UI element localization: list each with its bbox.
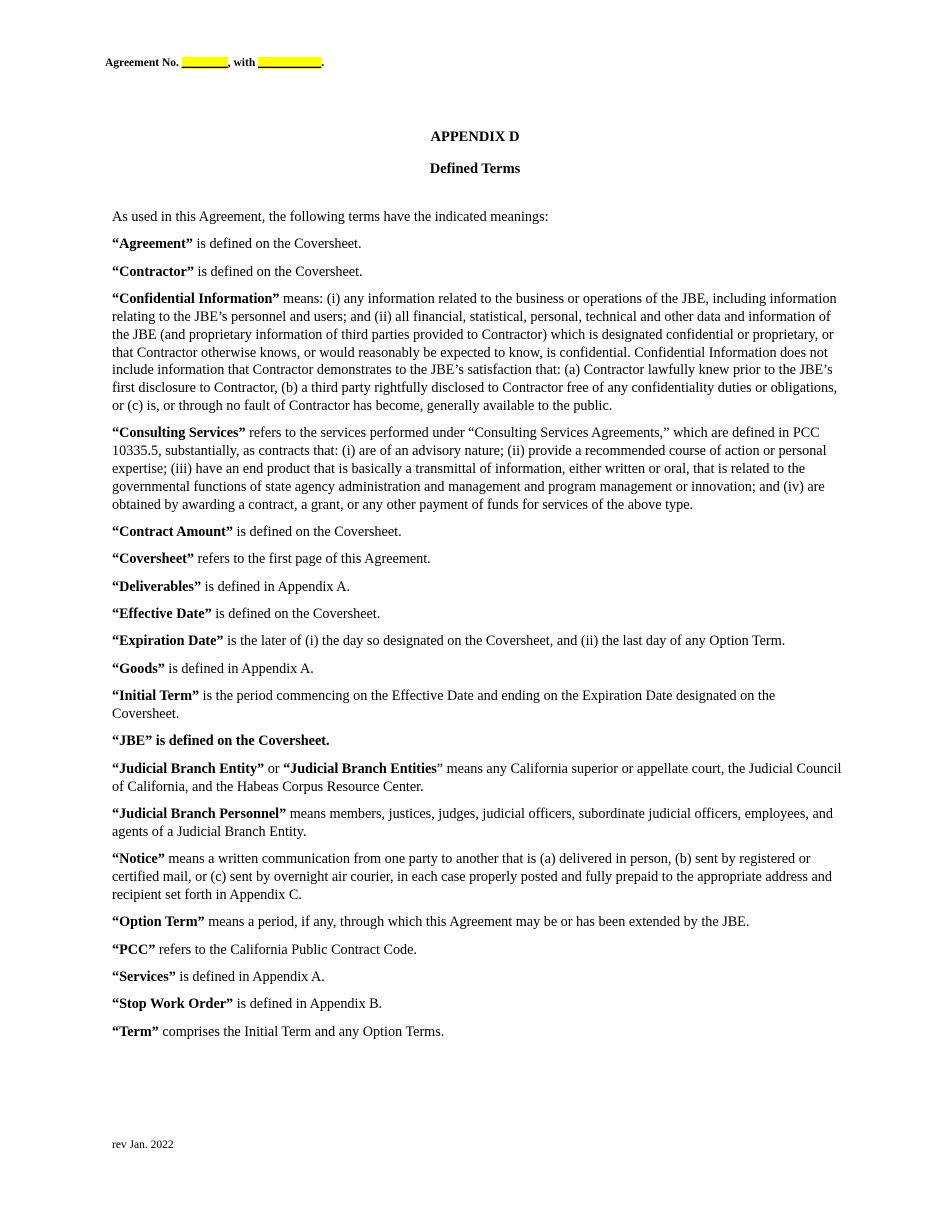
term-effective-date bbox=[112, 606, 842, 624]
term-deliverables bbox=[112, 579, 842, 597]
term-contract-amount bbox=[112, 524, 842, 542]
term-definition: is defined on the Coversheet. bbox=[193, 263, 363, 280]
header-period: . bbox=[321, 57, 325, 69]
term-stop-work-order bbox=[112, 996, 842, 1014]
term-name-plural: “Judicial Branch Entities bbox=[283, 760, 437, 777]
term-definition: refers to the services performed under “Consulting Services Agreements,” which are defined in PCC 10335.5, substantially, as contracts that: (i) are of an advisory nature; (ii) provide a recommended course of action or personal expertise; (iii) have an end product that is basically a transmittal of information, either written or oral, that is related to the governmental functions of state agency administration and management and program management or innovation; and (iv) are obtained by awarding a contract, a grant, or any other payment of funds for services of the above type. bbox=[112, 425, 827, 513]
term-definition: means a written communication from one party to another that is (a) delivered in person, (b) sent by registered or certified mail, or (c) sent by overnight air courier, in each case properly posted and fully prepaid to the appropriate address and recipient set forth in Appendix C. bbox=[112, 851, 832, 903]
term-definition: is the period commencing on the Effective Date and ending on the Expiration Date designated on the Coversheet. bbox=[112, 688, 776, 723]
definitions-body bbox=[112, 209, 842, 1051]
term-name: “Coversheet” bbox=[112, 551, 194, 568]
section-title: Defined Terms bbox=[429, 161, 521, 177]
term-name: “Option Term” bbox=[112, 914, 205, 931]
term-initial-term bbox=[112, 688, 842, 724]
term-name: “Consulting Services” bbox=[112, 425, 246, 442]
term-definition: is the later of (i) the day so designated on the Coversheet, and (ii) the last day of any Option Term. bbox=[223, 633, 786, 650]
agreement-header bbox=[105, 56, 324, 70]
term-name: “Judicial Branch Personnel” bbox=[112, 806, 287, 823]
appendix-title: APPENDIX D bbox=[430, 129, 520, 145]
term-name: “Goods” bbox=[112, 660, 165, 677]
term-definition: is defined on the Coversheet. bbox=[211, 606, 381, 623]
term-name: “Initial Term” bbox=[112, 688, 200, 705]
intro-paragraph: As used in this Agreement, the following terms have the indicated meanings: bbox=[112, 209, 549, 225]
term-definition: is defined on the Coversheet. bbox=[232, 523, 402, 540]
term-name: “PCC” bbox=[112, 941, 156, 958]
term-name: “Contractor” bbox=[112, 263, 194, 280]
term-name: “Term” bbox=[112, 1023, 159, 1040]
term-services bbox=[112, 969, 842, 987]
term-confidential-information bbox=[112, 291, 842, 416]
term-name: “Confidential Information” bbox=[112, 291, 280, 308]
term-definition: means: (i) any information related to the business or operations of the JBE, including information relating to the JBE’s personnel and users; and (ii) all financial, statistical, personal, technical and other data and information of the JBE (and proprietary information of third parties provided to Contractor) which is designated confidential or proprietary, or that Contractor otherwise knows, or would reasonably be expected to know, is confidential. Confidential Information does not include information that Contractor demonstrates to the JBE’s satisfaction that: (a) Contractor lawfully knew prior to the JBE’s first disclosure to Contractor, (b) a third party rightfully disclosed to Contractor free of any confidentiality duties or obligations, or (c) is, or through no fault of Contractor has become, generally available to the public. bbox=[112, 291, 838, 414]
with-label: , with bbox=[227, 57, 259, 69]
term-name: “Notice” bbox=[112, 851, 165, 868]
term-name: “Deliverables” bbox=[112, 578, 202, 595]
term-name: “Expiration Date” bbox=[112, 633, 224, 650]
contractor-name-blank: ___________ bbox=[258, 57, 322, 69]
term-judicial-branch-personnel bbox=[112, 806, 842, 842]
term-definition: is defined in Appendix B. bbox=[233, 996, 383, 1013]
term-definition: comprises the Initial Term and any Option Terms. bbox=[158, 1023, 445, 1040]
revision-footer: rev Jan. 2022 bbox=[112, 1139, 174, 1151]
term-definition: is defined in Appendix A. bbox=[164, 660, 314, 677]
term-name: “Services” bbox=[112, 968, 176, 985]
term-name: “Effective Date” bbox=[112, 606, 212, 623]
term-name: “JBE” is defined on the Coversheet. bbox=[112, 733, 330, 750]
agreement-label: Agreement No. bbox=[105, 57, 182, 69]
term-connector: or bbox=[264, 760, 284, 777]
term-name: “Contract Amount” bbox=[112, 523, 233, 540]
term-term bbox=[112, 1024, 842, 1042]
term-definition: is defined in Appendix A. bbox=[175, 968, 325, 985]
term-contractor bbox=[112, 264, 842, 282]
term-notice bbox=[112, 851, 842, 904]
term-pcc bbox=[112, 942, 842, 960]
term-definition: refers to the first page of this Agreement. bbox=[193, 551, 431, 568]
term-agreement bbox=[112, 236, 842, 254]
term-judicial-branch-entity bbox=[112, 761, 842, 797]
term-name: “Judicial Branch Entity” bbox=[112, 760, 265, 777]
term-consulting-services bbox=[112, 425, 842, 514]
term-definition: ” means any California superior or appellate court, the Judicial Council of California, and the Habeas Corpus Resource Center. bbox=[112, 760, 842, 795]
term-name: “Stop Work Order” bbox=[112, 996, 234, 1013]
term-option-term bbox=[112, 914, 842, 932]
term-definition: is defined in Appendix A. bbox=[201, 578, 351, 595]
term-expiration-date bbox=[112, 633, 842, 651]
term-goods bbox=[112, 661, 842, 679]
term-definition: refers to the California Public Contract Code. bbox=[155, 941, 417, 958]
term-jbe bbox=[112, 733, 842, 751]
term-definition: means a period, if any, through which this Agreement may be or has been extended by the JBE. bbox=[204, 914, 750, 931]
term-coversheet bbox=[112, 551, 842, 569]
agreement-number-blank: ________ bbox=[181, 57, 228, 69]
term-name: “Agreement” bbox=[112, 236, 193, 253]
term-definition: is defined on the Coversheet. bbox=[192, 236, 362, 253]
term-definition: means members, justices, judges, judicial officers, subordinate judicial officers, employees, and agents of a Judicial Branch Entity. bbox=[112, 806, 833, 840]
